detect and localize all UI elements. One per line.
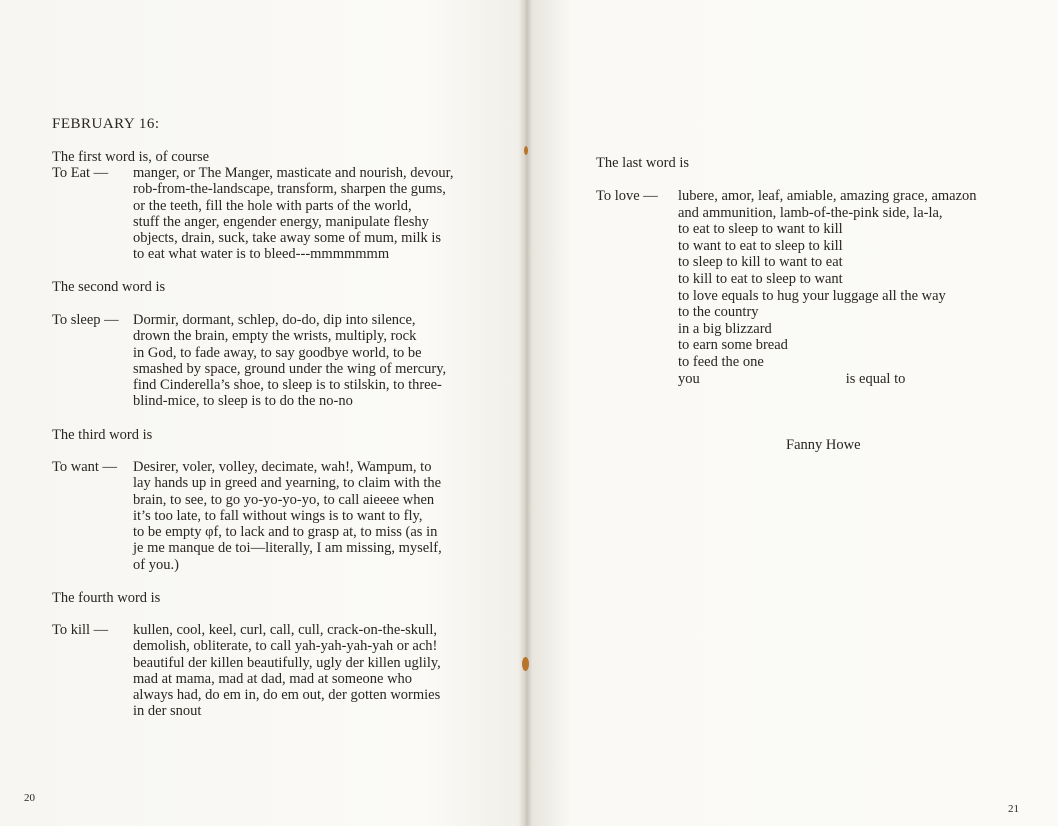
definition-line: always had, do em in, do em out, der gotten wormies bbox=[133, 687, 441, 704]
page-number-right: 21 bbox=[1008, 803, 1019, 815]
definition-line: in a big blizzard bbox=[678, 320, 772, 337]
entry-definition bbox=[133, 459, 442, 573]
definition-line: stuff the anger, engender energy, manipulate fleshy bbox=[133, 213, 429, 230]
entry-term: To want — bbox=[52, 459, 118, 475]
definition-line: lubere, amor, leaf, amiable, amazing grace, amazon bbox=[678, 188, 977, 204]
definition-line: in God, to fade away, to say goodbye world, to be bbox=[133, 344, 422, 361]
entry-definition bbox=[678, 188, 977, 387]
definition-line: mad at mama, mad at dad, mad at someone who bbox=[133, 670, 413, 687]
definition-line: of you.) bbox=[133, 556, 179, 573]
paper-stain bbox=[524, 146, 528, 155]
last-word-intro: The last word is bbox=[596, 155, 690, 171]
page-number-left: 20 bbox=[24, 792, 35, 804]
definition-line: Dormir, dormant, schlep, do-do, dip into silence, bbox=[133, 312, 416, 328]
entry-definition bbox=[133, 622, 441, 720]
definition-line: demolish, obliterate, to call yah-yah-yah-yah or ach! bbox=[133, 638, 438, 655]
right-page bbox=[526, 0, 1058, 826]
definition-line: it’s too late, to fall without wings is to want to fly, bbox=[133, 507, 423, 524]
definition-line: to feed the one bbox=[678, 353, 764, 370]
definition-line: drown the brain, empty the wrists, multiply, rock bbox=[133, 328, 417, 345]
author-name: Fanny Howe bbox=[786, 437, 861, 453]
definition-line: je me manque de toi—literally, I am missing, myself, bbox=[133, 540, 442, 557]
definition-line: to eat what water is to bleed---mmmmmmm bbox=[133, 246, 390, 263]
definition-line: to eat to sleep to want to kill bbox=[678, 221, 843, 238]
paper-stain bbox=[522, 657, 529, 671]
definition-line: to sleep to kill to want to eat bbox=[678, 254, 843, 271]
definition-line: kullen, cool, keel, curl, call, cull, crack-on-the-skull, bbox=[133, 622, 437, 638]
definition-line: and ammunition, lamb-of-the-pink side, la-la, bbox=[678, 204, 943, 221]
definition-line: objects, drain, suck, take away some of mum, milk is bbox=[133, 230, 442, 247]
entry-definition bbox=[133, 165, 454, 263]
final-line-end: is equal to bbox=[845, 370, 906, 387]
definition-line: to the country bbox=[678, 304, 759, 321]
entry-definition bbox=[133, 312, 446, 410]
definition-line: to kill to eat to sleep to want bbox=[678, 270, 843, 287]
entry-term: To Eat — bbox=[52, 165, 109, 181]
definition-line: brain, to see, to go yo-yo-yo-yo, to call aieeee when bbox=[133, 491, 435, 508]
definition-line: manger, or The Manger, masticate and nourish, devour, bbox=[133, 165, 454, 181]
definition-line: rob-from-the-landscape, transform, sharpen the gums, bbox=[133, 181, 446, 198]
definition-line: or the teeth, fill the hole with parts of the world, bbox=[133, 197, 412, 214]
definition-line: in der snout bbox=[133, 703, 202, 720]
first-word-intro: The first word is, of course bbox=[52, 149, 210, 165]
definition-line: smashed by space, ground under the wing of mercury, bbox=[133, 360, 447, 377]
definition-line: to earn some bread bbox=[678, 337, 788, 354]
left-page bbox=[0, 0, 524, 826]
definition-line: to want to eat to sleep to kill bbox=[678, 237, 843, 254]
definition-line: lay hands up in greed and yearning, to claim with the bbox=[133, 475, 442, 492]
definition-line: find Cinderella’s shoe, to sleep is to stilskin, to three- bbox=[133, 377, 442, 394]
definition-line: to be empty φf, to lack and to grasp at, to miss (as in bbox=[133, 524, 438, 541]
final-line-start: you bbox=[678, 370, 700, 387]
entry-term: To love — bbox=[596, 188, 658, 204]
definition-line-final bbox=[678, 371, 977, 388]
entry-term: To kill — bbox=[52, 622, 109, 638]
definition-line: Desirer, voler, volley, decimate, wah!, Wampum, to bbox=[133, 459, 432, 475]
definition-line: blind-mice, to sleep is to do the no-no bbox=[133, 393, 353, 410]
second-word-intro: The second word is bbox=[52, 279, 166, 295]
third-word-intro: The third word is bbox=[52, 427, 153, 443]
definition-line: beautiful der killen beautifully, ugly der killen uglily, bbox=[133, 654, 441, 671]
entry-term: To sleep — bbox=[52, 312, 119, 328]
fourth-word-intro: The fourth word is bbox=[52, 590, 161, 606]
page-heading: FEBRUARY 16: bbox=[52, 116, 160, 132]
definition-line: to love equals to hug your luggage all the way bbox=[678, 287, 946, 304]
